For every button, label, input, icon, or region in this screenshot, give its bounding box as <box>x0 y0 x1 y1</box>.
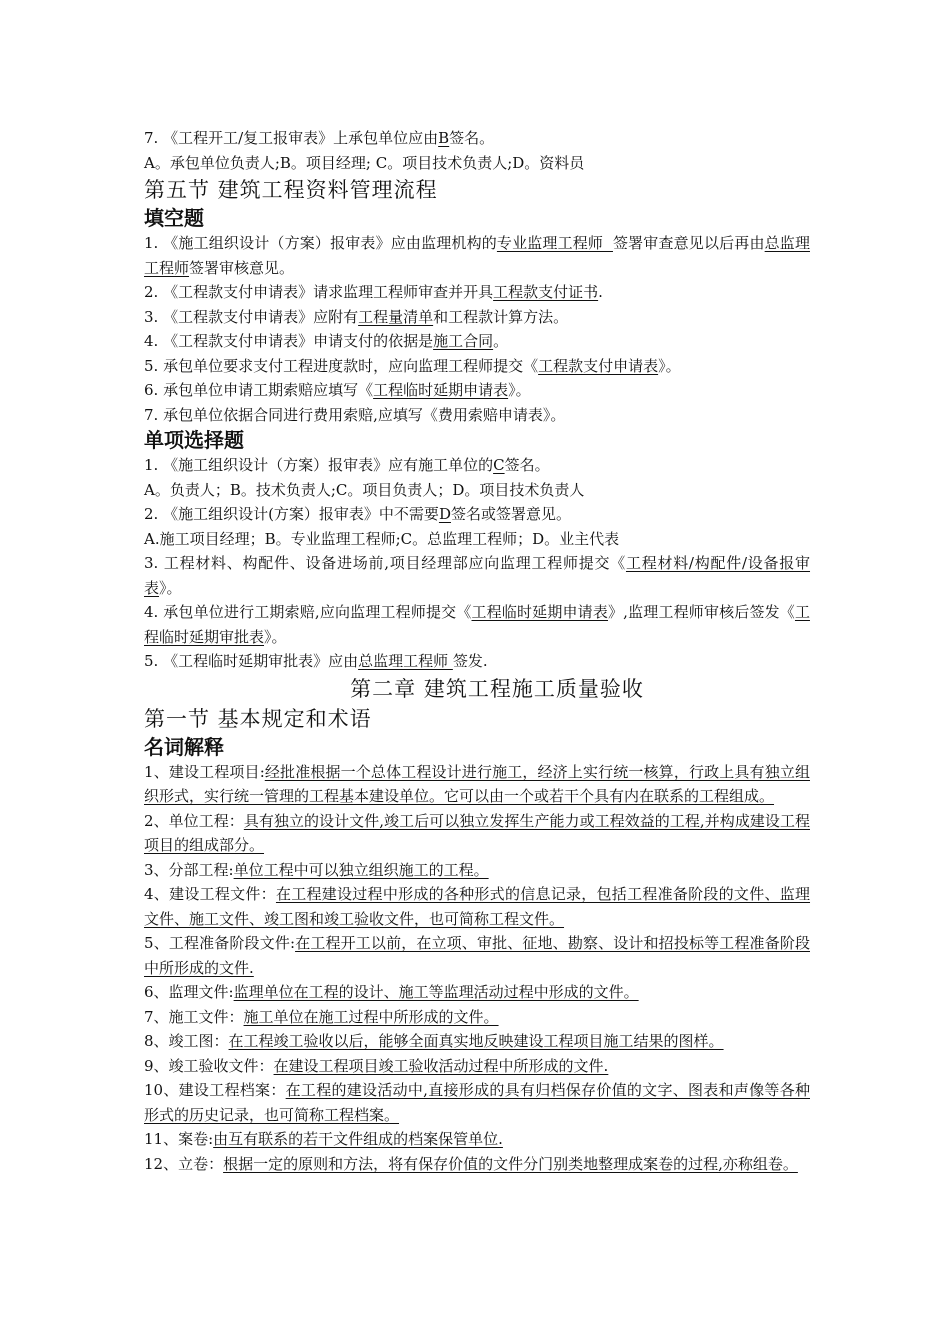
term-label: 12、立卷： <box>144 1154 224 1173</box>
answer: 总监理工程师 <box>358 652 453 670</box>
answer: 工程款支付申请表 <box>538 356 659 375</box>
term-definition: 在工程的建设活动中,直接形成的具有归档保存价值的文字、图表和声像等各种形式的历史记录，也可简称工程档案。 <box>144 1081 810 1124</box>
fill-item-5: 5. 承包单位要求支付工程进度款时，应向监理工程师提交《工程款支付申请表》。 <box>144 356 681 375</box>
answer: 工程量清单 <box>358 307 434 326</box>
term-label: 3、分部工程: <box>144 860 234 879</box>
choice-question-1: 1. 《施工组织设计（方案）报审表》应有施工单位的C签名。 <box>144 456 550 474</box>
fill-item-3: 3. 《工程款支付申请表》应附有工程量清单和工程款计算方法。 <box>144 307 569 326</box>
choice-question-4: 4. 承包单位进行工期索赔,应向监理工程师提交《工程临时延期申请表》,监理工程师审核后签发《工程临时延期审批表》。 <box>144 603 810 646</box>
answer: 工程材料/构配件/设备报审表 <box>144 554 811 597</box>
term-item <box>144 980 810 1005</box>
term-definition: 在工程建设过程中形成的各种形式的信息记录，包括工程准备阶段的文件、监理文件、施工文件、竣工图和竣工验收文件，也可简称工程文件。 <box>144 885 811 928</box>
term-item <box>144 809 810 858</box>
term-definition: 单位工程中可以独立组织施工的工程。 <box>233 860 489 879</box>
term-item <box>144 858 810 883</box>
term-definition: 具有独立的设计文件,竣工后可以独立发挥生产能力或工程效益的工程,并构成建设工程项目的组成部分。 <box>144 811 810 854</box>
document-page <box>144 126 810 1176</box>
fill-item-6: 6. 承包单位申请工期索赔应填写《工程临时延期申请表》。 <box>144 381 531 399</box>
term-label: 11、案卷: <box>144 1130 214 1148</box>
term-definition: 根据一定的原则和方法，将有保存价值的文件分门别类地整理成案卷的过程,亦称组卷。 <box>223 1154 798 1173</box>
choice-question-1-options: A。负责人；B。技术负责人;C。项目负责人；D。项目技术负责人 <box>144 480 585 499</box>
fill-item-2: 2. 《工程款支付申请表》请求监理工程师审查并开具工程款支付证书. <box>144 283 603 301</box>
term-definition: 在工程竣工验收以后，能够全面真实地反映建设工程项目施工结果的图样。 <box>228 1032 724 1050</box>
term-item <box>144 931 810 980</box>
term-label: 8、竣工图： <box>144 1032 229 1050</box>
answer: B <box>438 129 450 147</box>
term-definition: 由互有联系的若干文件组成的档案保管单位. <box>213 1130 503 1148</box>
term-definition: 在工程开工以前，在立项、审批、征地、勘察、设计和招投标等工程准备阶段中所形成的文件. <box>144 934 810 977</box>
term-label: 2、单位工程： <box>144 811 244 830</box>
term-item <box>144 760 810 809</box>
term-definition: 经批准根据一个总体工程设计进行施工，经济上实行统一核算，行政上具有独立组织形式，实行统一管理的工程基本建设单位。它可以由一个或若干个具有内在联系的工程组成。 <box>144 762 810 805</box>
term-item <box>144 882 810 931</box>
answer: 工程临时延期申请表 <box>373 381 509 399</box>
term-label: 1、建设工程项目: <box>144 762 265 781</box>
term-item <box>144 1029 810 1054</box>
answer: C <box>493 456 505 474</box>
fill-item-7: 7. 承包单位依据合同进行费用索赔,应填写《费用索赔申请表》。 <box>144 405 566 424</box>
answer: 工程临时延期审批表 <box>144 603 810 646</box>
term-definition: 施工单位在施工过程中所形成的文件。 <box>243 1007 499 1026</box>
fill-item-4: 4. 《工程款支付申请表》申请支付的依据是施工合同。 <box>144 332 509 350</box>
term-label: 4、建设工程文件： <box>144 885 276 903</box>
choice-heading: 单项选择题 <box>144 428 244 452</box>
fill-item-1: 1. 《施工组织设计（方案）报审表》应由监理机构的专业监理工程师 签署审查意见以后再由总监理工程师签署审核意见。 <box>144 234 810 277</box>
term-label: 9、竣工验收文件： <box>144 1056 274 1075</box>
s5-question-7: 7. 《工程开工/复工报审表》上承包单位应由B签名。 <box>144 129 495 147</box>
choice-question-3: 3. 工程材料、构配件、设备进场前,项目经理部应向监理工程师提交《工程材料/构配件/设备报审表》。 <box>144 554 811 597</box>
answer: D <box>438 505 451 523</box>
term-label: 7、施工文件： <box>144 1007 244 1026</box>
section-title: 第一节 基本规定和术语 <box>144 706 372 731</box>
answer: 专业监理工程师 <box>496 234 613 252</box>
choice-question-2-options: A.施工项目经理；B。专业监理工程师;C。总监理工程师；D。业主代表 <box>144 529 620 548</box>
answer: 工程款支付证书 <box>493 283 599 301</box>
chapter-title: 第二章 建筑工程施工质量验收 <box>350 676 644 701</box>
term-label: 6、监理文件: <box>144 983 234 1001</box>
answer: 工程临时延期申请表 <box>471 603 609 621</box>
answer: 总监理工程师 <box>144 234 810 277</box>
answer: 施工合同 <box>433 332 494 350</box>
term-definition: 在建设工程项目竣工验收活动过程中所形成的文件. <box>273 1056 609 1075</box>
term-definition: 监理单位在工程的设计、施工等监理活动过程中形成的文件。 <box>233 983 639 1001</box>
term-label: 10、建设工程档案： <box>144 1081 286 1099</box>
term-item <box>144 1127 810 1152</box>
s5-question-7-options: A。承包单位负责人;B。项目经理; C。项目技术负责人;D。资料员 <box>144 153 585 172</box>
choice-question-2: 2. 《施工组织设计(方案）报审表》中不需要D签名或签署意见。 <box>144 505 571 523</box>
term-item <box>144 1152 810 1177</box>
section-title: 第五节 建筑工程资料管理流程 <box>144 178 438 202</box>
term-label: 5、工程准备阶段文件: <box>144 934 296 952</box>
choice-question-5: 5. 《工程临时延期审批表》应由总监理工程师 签发. <box>144 652 488 670</box>
fill-in-heading: 填空题 <box>144 206 204 230</box>
terms-heading: 名词解释 <box>144 734 224 759</box>
term-item <box>144 1005 810 1030</box>
term-item <box>144 1078 810 1127</box>
term-item <box>144 1054 810 1079</box>
